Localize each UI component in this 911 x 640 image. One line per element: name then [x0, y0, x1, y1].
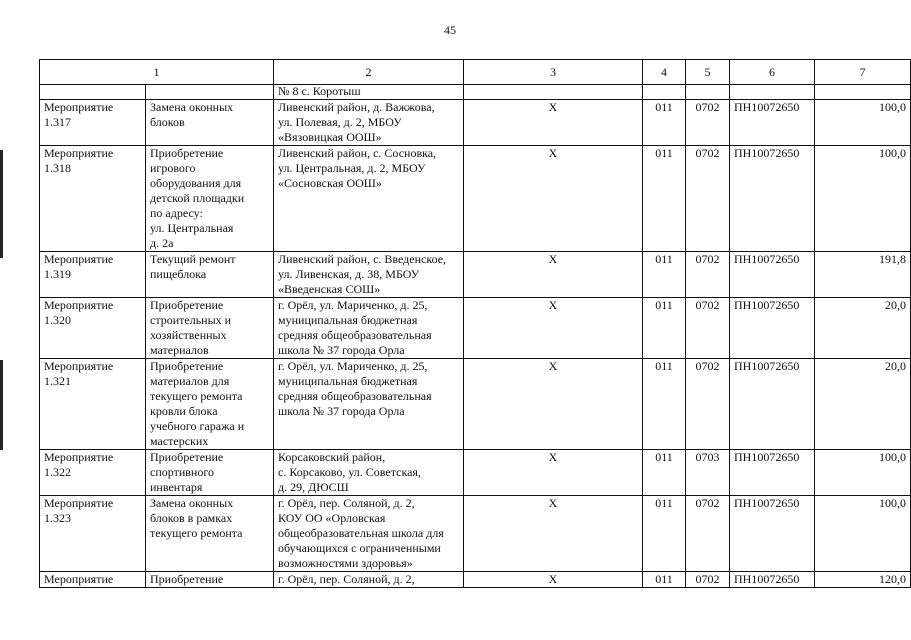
cell-address-line: муниципальная бюджетная — [278, 313, 418, 327]
cell-ved: 011 — [643, 252, 686, 298]
cell-address — [274, 572, 464, 588]
cell-event — [40, 496, 146, 572]
cell-mark: Х — [464, 450, 643, 496]
cell-title-line: учебного гаража и — [150, 419, 245, 433]
cell-event-line: 1.317 — [44, 115, 71, 129]
cell-title — [146, 146, 274, 252]
cell-address-line: общеобразовательная школа для — [278, 526, 444, 540]
cell-title-line: кровли блока — [150, 404, 218, 418]
cell-code: ПН10072650 — [730, 252, 815, 298]
cell-event-line: 1.319 — [44, 267, 71, 281]
cell-title-line: Приобретение — [150, 298, 224, 312]
cell-event-line: Мероприятие — [44, 496, 114, 510]
cell-title-line: текущего ремонта — [150, 526, 243, 540]
cell-event — [40, 146, 146, 252]
cell-title-line: по адресу: — [150, 206, 203, 220]
cell-title-line: спортивного — [150, 465, 214, 479]
cell-ved: 011 — [643, 450, 686, 496]
cell-ved: 011 — [643, 359, 686, 450]
cell-title — [146, 359, 274, 450]
cell-title-line: Текущий ремонт — [150, 252, 236, 266]
cell-address-line: Корсаковский район, — [278, 450, 386, 464]
cell-address-line: Ливенский район, с. Введенское, — [278, 252, 447, 266]
cell-sum: 20,0 — [815, 359, 911, 450]
cell-address-line: с. Корсаково, ул. Советская, — [278, 465, 421, 479]
cell-address-line: КОУ ОО «Орловская — [278, 511, 386, 525]
table-row — [40, 298, 911, 359]
cell-title — [146, 496, 274, 572]
cell-event-line: 1.318 — [44, 161, 71, 175]
cell-event — [40, 572, 146, 588]
cell-title-line: инвентаря — [150, 480, 203, 494]
cell-address-line: школа № 37 города Орла — [278, 404, 405, 418]
cell-title — [146, 572, 274, 588]
scan-edge-mark — [0, 360, 3, 450]
cell-title-line: игрового — [150, 161, 196, 175]
column-header: 6 — [730, 60, 815, 85]
cell-event — [40, 298, 146, 359]
cell-section: 0702 — [686, 100, 730, 146]
cell-title-line: материалов — [150, 343, 209, 357]
cell-event — [40, 450, 146, 496]
cell-address-line: муниципальная бюджетная — [278, 374, 418, 388]
cell-title-line: д. 2а — [150, 236, 174, 250]
cell-title-line: ул. Центральная — [150, 221, 234, 235]
cell-code: ПН10072650 — [730, 450, 815, 496]
cell-event — [40, 252, 146, 298]
cell-section: 0702 — [686, 359, 730, 450]
budget-table — [39, 59, 911, 588]
column-header: 4 — [643, 60, 686, 85]
cell-mark: Х — [464, 298, 643, 359]
cell-event-line: Мероприятие — [44, 146, 114, 160]
cell-title-line: текущего ремонта — [150, 389, 243, 403]
cell-section: 0702 — [686, 252, 730, 298]
cell-address-line: ул. Ливенская, д. 38, МБОУ — [278, 267, 420, 281]
table-row — [40, 496, 911, 572]
column-header: 7 — [815, 60, 911, 85]
cell-title — [146, 252, 274, 298]
cell-section — [686, 85, 730, 100]
column-header: 3 — [464, 60, 643, 85]
cell-code: ПН10072650 — [730, 298, 815, 359]
cell-event — [40, 100, 146, 146]
cell-title-line: Приобретение — [150, 359, 224, 373]
cell-sum: 100,0 — [815, 496, 911, 572]
table-row — [40, 450, 911, 496]
cell-event-line: Мероприятие — [44, 252, 114, 266]
cell-code: ПН10072650 — [730, 146, 815, 252]
cell-sum: 100,0 — [815, 100, 911, 146]
cell-sum: 191,8 — [815, 252, 911, 298]
cell-address-line: средняя общеобразовательная — [278, 328, 432, 342]
cell-mark: Х — [464, 496, 643, 572]
cell-section: 0702 — [686, 298, 730, 359]
cell-sum: 20,0 — [815, 298, 911, 359]
cell-event-line: Мероприятие — [44, 359, 114, 373]
cell-title — [146, 85, 274, 100]
cell-address-line: ул. Полевая, д. 2, МБОУ — [278, 115, 402, 129]
cell-event-line: 1.321 — [44, 374, 71, 388]
cell-address-line: г. Орёл, пер. Соляной, д. 2, — [278, 572, 415, 586]
continuation-row — [40, 85, 911, 100]
cell-ved: 011 — [643, 100, 686, 146]
table-row — [40, 572, 911, 588]
cell-address-line: «Вязовицкая ООШ» — [278, 130, 382, 144]
column-number-row — [40, 60, 911, 85]
cell-event-line: 1.323 — [44, 511, 71, 525]
page-number: 45 — [444, 23, 456, 37]
cell-event — [40, 359, 146, 450]
cell-title-line: детской площадки — [150, 191, 245, 205]
cell-ved: 011 — [643, 146, 686, 252]
column-header: 1 — [40, 60, 274, 85]
table-row — [40, 252, 911, 298]
cell-address-line: г. Орёл, ул. Мариченко, д. 25, — [278, 359, 428, 373]
table-row — [40, 146, 911, 252]
cell-title-line: Приобретение — [150, 450, 224, 464]
cell-address-line: Ливенский район, с. Сосновка, — [278, 146, 437, 160]
cell-address-line: Ливенский район, д. Важжова, — [278, 100, 435, 114]
cell-ved: 011 — [643, 572, 686, 588]
cell-code: ПН10072650 — [730, 572, 815, 588]
cell-mark: Х — [464, 359, 643, 450]
cell-title-line: материалов для — [150, 374, 230, 388]
cell-event — [40, 85, 146, 100]
cell-title-line: Приобретение — [150, 146, 224, 160]
cell-event-line: 1.322 — [44, 465, 71, 479]
cell-sum — [815, 85, 911, 100]
cell-code: ПН10072650 — [730, 359, 815, 450]
cell-event-line: Мероприятие — [44, 100, 114, 114]
cell-mark: Х — [464, 100, 643, 146]
cell-address-line: г. Орёл, ул. Мариченко, д. 25, — [278, 298, 428, 312]
cell-address-line: средняя общеобразовательная — [278, 389, 432, 403]
column-header: 5 — [686, 60, 730, 85]
cell-mark: Х — [464, 572, 643, 588]
cell-title-line: мастерских — [150, 434, 209, 448]
cell-address-line: ул. Центральная, д. 2, МБОУ — [278, 161, 426, 175]
cell-sum: 100,0 — [815, 450, 911, 496]
cell-code — [730, 85, 815, 100]
cell-address-line: д. 29, ДЮСШ — [278, 480, 349, 494]
cell-address-line: обучающихся с ограниченными — [278, 541, 441, 555]
cell-event-line: Мероприятие — [44, 572, 114, 586]
cell-event-line: 1.320 — [44, 313, 71, 327]
cell-title-line: блоков — [150, 115, 185, 129]
cell-address — [274, 252, 464, 298]
cell-title — [146, 298, 274, 359]
cell-address-line: г. Орёл, пер. Соляной, д. 2, — [278, 496, 415, 510]
cell-sum: 120,0 — [815, 572, 911, 588]
cell-mark — [464, 85, 643, 100]
cell-title — [146, 450, 274, 496]
cell-address-line: «Сосновская ООШ» — [278, 176, 382, 190]
cell-title-line: строительных и — [150, 313, 232, 327]
cell-mark: Х — [464, 146, 643, 252]
cell-address — [274, 450, 464, 496]
cell-title-line: оборудования для — [150, 176, 242, 190]
cell-address — [274, 100, 464, 146]
cell-title-line: Приобретение — [150, 572, 224, 586]
cell-event-line: Мероприятие — [44, 298, 114, 312]
cell-sum: 100,0 — [815, 146, 911, 252]
cell-address — [274, 359, 464, 450]
cell-address-line: возможностями здоровья» — [278, 556, 413, 570]
cell-title-line: хозяйственных — [150, 328, 227, 342]
cell-code: ПН10072650 — [730, 496, 815, 572]
cell-section: 0703 — [686, 450, 730, 496]
cell-title-line: Замена оконных — [150, 100, 234, 114]
cell-title-line: пищеблока — [150, 267, 207, 281]
cell-address — [274, 496, 464, 572]
cell-address — [274, 146, 464, 252]
cell-ved: 011 — [643, 298, 686, 359]
cell-section: 0702 — [686, 572, 730, 588]
cell-address-line: «Введенская СОШ» — [278, 282, 381, 296]
cell-title-line: Замена оконных — [150, 496, 234, 510]
cell-address — [274, 298, 464, 359]
cell-section: 0702 — [686, 496, 730, 572]
cell-address: № 8 с. Коротыш — [274, 85, 464, 100]
cell-ved: 011 — [643, 496, 686, 572]
cell-section: 0702 — [686, 146, 730, 252]
scan-edge-mark — [0, 150, 3, 258]
cell-title-line: блоков в рамках — [150, 511, 233, 525]
cell-title — [146, 100, 274, 146]
cell-code: ПН10072650 — [730, 100, 815, 146]
column-header: 2 — [274, 60, 464, 85]
cell-mark: Х — [464, 252, 643, 298]
table-row — [40, 100, 911, 146]
cell-event-line: Мероприятие — [44, 450, 114, 464]
cell-address-line: школа № 37 города Орла — [278, 343, 405, 357]
table-row — [40, 359, 911, 450]
cell-ved — [643, 85, 686, 100]
